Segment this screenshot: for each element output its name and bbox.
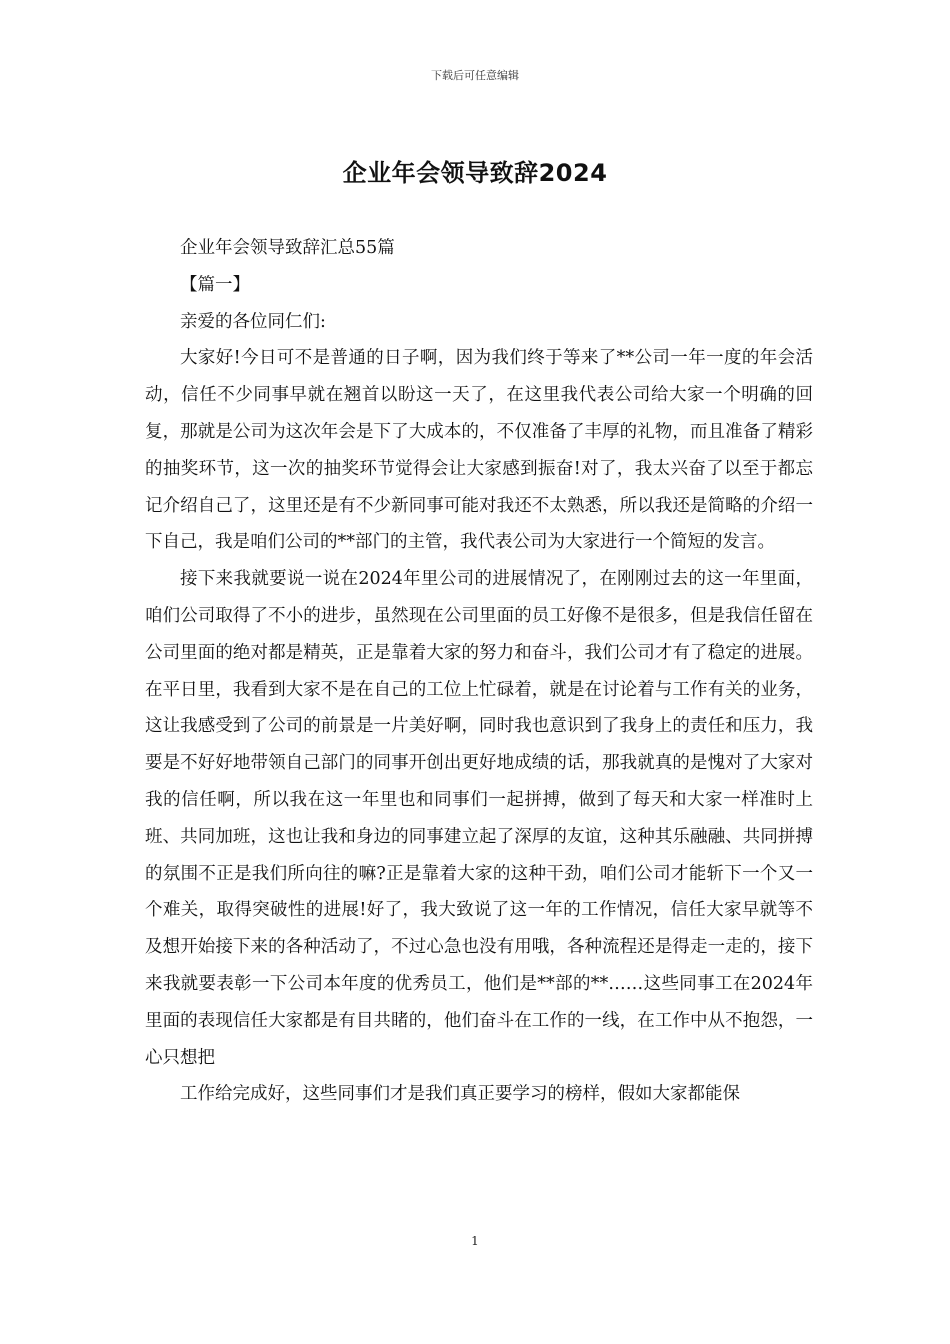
header-note: 下载后可任意编辑: [431, 69, 519, 82]
body-paragraph-3: 工作给完成好，这些同事们才是我们真正要学习的榜样，假如大家都能保: [180, 1084, 740, 1105]
section-label: 【篇一】: [180, 274, 250, 295]
body-paragraph-1: 大家好!今日可不是普通的日子啊，因为我们终于等来了**公司一年一度的年会活动，信任不少同事早就在翘首以盼这一天了，在这里我代表公司给大家一个明确的回复，那就是公司为这次年会是下了大成本的，不仅准备了丰厚的礼物，而且准备了精彩的抽奖环节，这一次的抽奖环节觉得会让大家感到振奋!对了，我太兴奋了以至于都忘记介绍自己了，这里还是有不少新同事可能对我还不太熟悉，所以我还是简略的介绍一下自己，我是咱们公司的**部门的主管，我代表公司为大家进行一个简短的发言。: [145, 348, 813, 553]
document-title: 企业年会领导致辞2024: [342, 159, 608, 187]
document-body: [145, 230, 813, 1113]
body-paragraph-2: 接下来我就要说一说在2024年里公司的进展情况了，在刚刚过去的这一年里面，咱们公司取得了不小的进步，虽然现在公司里面的员工好像不是很多，但是我信任留在公司里面的绝对都是精英，正是靠着大家的努力和奋斗，我们公司才有了稳定的进展。在平日里，我看到大家不是在自己的工位上忙碌着，就是在讨论着与工作有关的业务，这让我感受到了公司的前景是一片美好啊，同时我也意识到了我身上的责任和压力，我要是不好好地带领自己部门的同事开创出更好地成绩的话，那我就真的是愧对了大家对我的信任啊，所以我在这一年里也和同事们一起拼搏，做到了每天和大家一样准时上班、共同加班，这也让我和身边的同事建立起了深厚的友谊，这种其乐融融、共同拼搏的氛围不正是我们所向往的嘛?正是靠着大家的这种干劲，咱们公司才能斩下一个又一个难关，取得突破性的进展!好了，我大致说了这一年的工作情况，信任大家早就等不及想开始接下来的各种活动了，不过心急也没有用哦，各种流程还是得走一走的，接下来我就要表彰一下公司本年度的优秀员工，他们是**部的**……这些同事工在2024年里面的表现信任大家都是有目共睹的，他们奋斗在工作的一线，在工作中从不抱怨，一心只想把: [145, 569, 813, 1068]
document-subtitle: 企业年会领导致辞汇总55篇: [180, 238, 395, 258]
salutation: 亲爱的各位同仁们:: [180, 311, 326, 332]
page-number: 1: [471, 1234, 479, 1248]
